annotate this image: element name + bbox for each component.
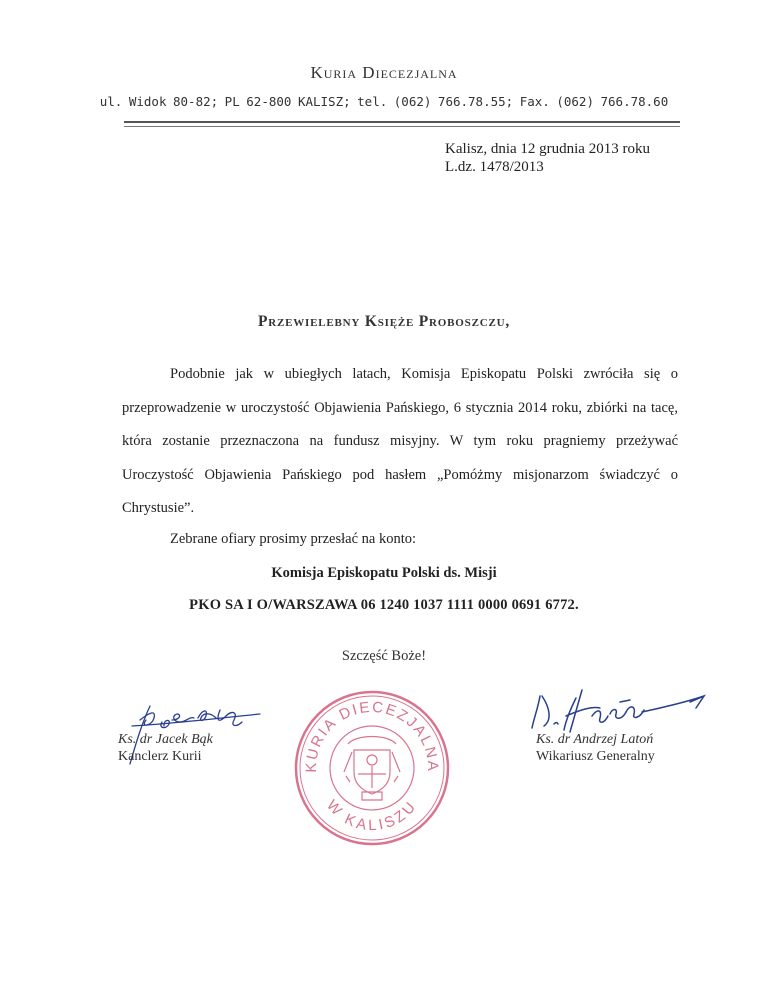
account-number: PKO SA I O/WARSZAWA 06 1240 1037 1111 0000 0691 6772. [189, 597, 579, 613]
signatory-right-title: Wikariusz Generalny [536, 749, 655, 764]
body-paragraph-2: Zebrane ofiary prosimy przesłać na konto: [170, 531, 417, 547]
body-paragraph-1-text: Podobnie jak w ubiegłych latach, Komisja Episkopatu Polski zwróciła się o przeprowadzenie w uroczystość Objawienia Pańskiego, 6 stycznia 2014 roku, zbiórki na tacę, która zostanie przeznaczona na fundusz misyjny. W tym roku pragniemy przeżywać Uroczystość Objawienia Pańskiego pod hasłem „Pomóżmy misjonarzom świadczyć o Chrystusie”. [122, 366, 678, 516]
stamp-text-bottom [323, 797, 421, 834]
coat-of-arms-icon [344, 737, 400, 801]
letterhead-divider [124, 121, 680, 123]
official-stamp [292, 688, 452, 848]
signatory-right [536, 731, 655, 765]
letterhead-divider-thin [124, 126, 680, 127]
signature-right [530, 686, 710, 736]
body-paragraph-1 [122, 358, 678, 526]
account-name: Komisja Episkopatu Polski ds. Misji [271, 565, 497, 581]
signatory-right-name: Ks. dr Andrzej Latoń [536, 732, 654, 747]
stamp-text-bottom-path: W KALISZU [323, 796, 421, 835]
reference-number: L.dz. 1478/2013 [445, 159, 544, 175]
salutation: Przewielebny Księże Proboszczu, [257, 313, 511, 330]
letterhead-title: Kuria Diecezjalna [310, 63, 458, 82]
place-date: Kalisz, dnia 12 grudnia 2013 roku [445, 141, 650, 157]
signatory-left-name: Ks. dr Jacek Bąk [118, 732, 213, 747]
signatory-left-title: Kanclerz Kurii [118, 749, 202, 764]
signatory-left [118, 731, 213, 765]
closing-greeting: Szczęść Boże! [341, 648, 427, 664]
dateline [445, 140, 650, 176]
letterhead-address: ul. Widok 80-82; PL 62-800 KALISZ; tel. (062) 766.78.55; Fax. (062) 766.78.60 [99, 94, 669, 109]
stamp-text-top-path: KURIA DIECEZJALNA [302, 698, 442, 773]
